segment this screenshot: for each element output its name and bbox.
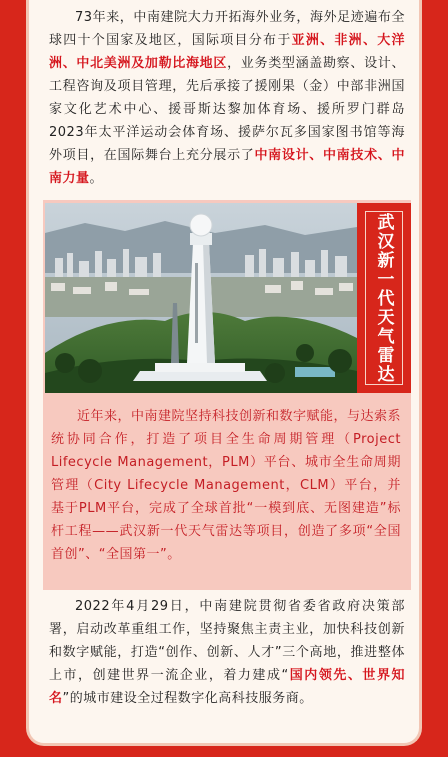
- radar-tower-illustration: [45, 203, 357, 393]
- caption-frame: [365, 211, 403, 385]
- p1-text-3: 。: [89, 171, 104, 186]
- article-card: [26, 0, 422, 746]
- p1-highlight-regions: 亚洲、非洲、大洋洲、中北美洲及加勒比海地区: [49, 33, 405, 71]
- photo-caption-panel: [357, 203, 411, 393]
- paragraph-overseas: [49, 6, 405, 190]
- p3-text-1: 2022年4月29日，中南建院贯彻省委省政府决策部署，启动改革重组工作，坚持聚焦主责主业，加快科技创新和数字赋能，打造“创作、创新、人才”三个高地，推进整体上市，创建世界一流企业，着力建成“: [49, 599, 405, 683]
- photo-block: [43, 200, 411, 590]
- p1-text-2: ，业务类型涵盖勘察、设计、工程咨询及项目管理，先后承接了援刚果（金）中部非洲国家文化艺术中心、援哥斯达黎加体育场、援所罗门群岛2023年太平洋运动会体育场、援萨尔瓦多国家图书馆等海外项目，在国际舞台上充分展示了: [49, 56, 405, 163]
- paragraph-tech-innovation: 近年来，中南建院坚持科技创新和数字赋能，与达索系统协同合作，打造了项目全生命周期管理（Project Lifecycle Management，PLM）平台、城市全生命周期管理（City Lifecycle Management，CLM）平台，并基于PLM平台，完成了全球首批“一模到底、无图建造”标杆工程——武汉新一代天气雷达等项目，创造了多项“全国首创”、“全国第一”。: [51, 409, 402, 562]
- photo-caption: 武汉新一代天气雷达: [373, 212, 394, 384]
- p1-highlight-strength: 中南设计、中南技术、中南力量: [49, 148, 405, 186]
- p1-text-1: 73年来，中南建院大力开拓海外业务，海外足迹遍布全球四十个国家及地区，国际项目分布于: [49, 10, 405, 48]
- p3-highlight-leading: 国内领先、世界知名: [49, 668, 405, 706]
- weather-radar-photo: [45, 203, 357, 393]
- paragraph-reform: [49, 595, 405, 710]
- p3-text-2: ”的城市建设全过程数字化高科技服务商。: [62, 691, 313, 706]
